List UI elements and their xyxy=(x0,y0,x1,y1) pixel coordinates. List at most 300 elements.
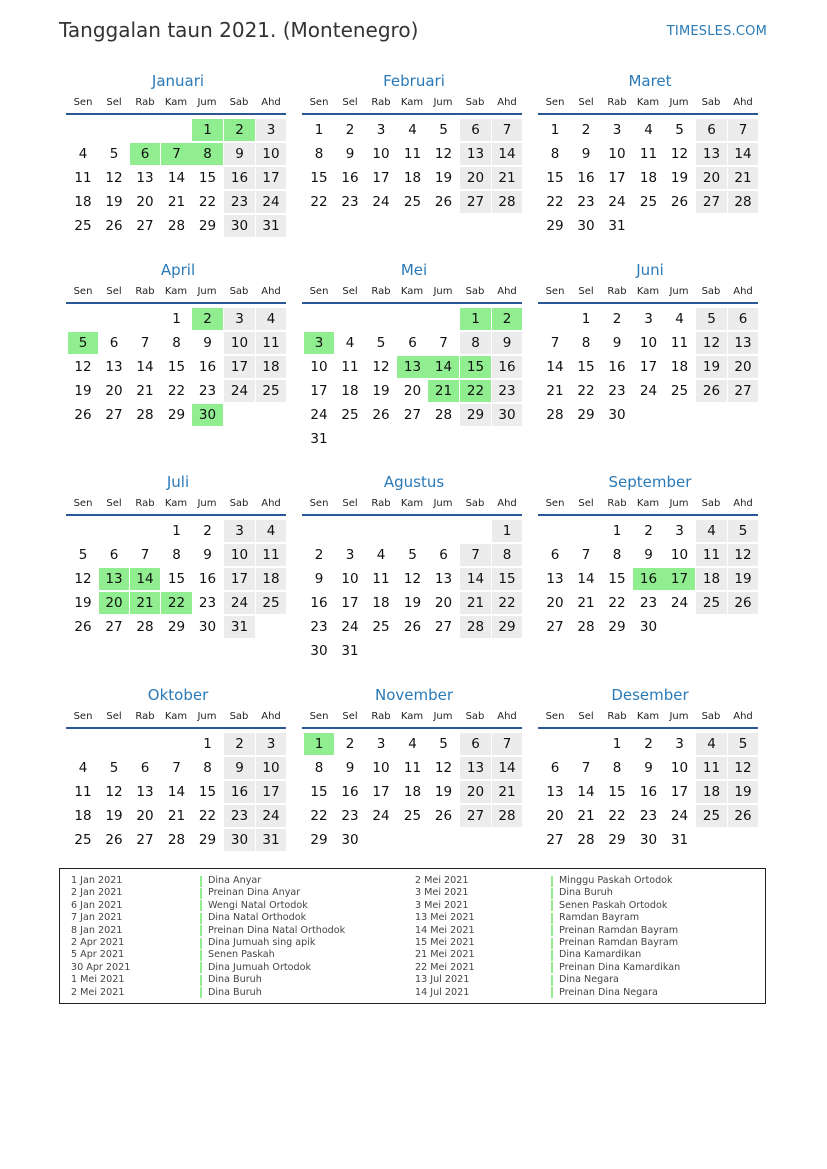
day-cell: 10 xyxy=(670,760,689,776)
weekday-header: Rab xyxy=(371,711,391,722)
day-cell: 30 xyxy=(639,832,658,848)
day-cell: 22 xyxy=(310,194,328,210)
legend-holiday-name: Dina Jumuah Ortodok xyxy=(208,961,312,973)
day-cell: 17 xyxy=(670,784,689,800)
day-cell: 14 xyxy=(460,568,491,590)
day-cell: 26 xyxy=(105,832,123,848)
day-cell: 14 xyxy=(577,784,595,800)
month-juni xyxy=(538,261,762,451)
day-cell: 16 xyxy=(608,359,626,375)
weekday-header: Sab xyxy=(229,286,249,297)
day-cell: 6 xyxy=(109,547,119,563)
day-cell: 15 xyxy=(577,359,595,375)
legend-holiday-name: Dina Anyar xyxy=(208,875,262,886)
day-cell: 23 xyxy=(639,595,658,611)
day-cell: 2 xyxy=(314,547,324,563)
day-cell: 31 xyxy=(310,431,328,447)
day-cell: 6 xyxy=(550,547,560,563)
month-name: Oktober xyxy=(147,686,209,704)
day-cell: 12 xyxy=(728,544,758,566)
weekday-header: Sen xyxy=(309,498,329,509)
day-cell: 2 xyxy=(644,736,653,752)
day-cell: 27 xyxy=(105,619,123,635)
day-cell: 8 xyxy=(203,760,212,776)
day-cell: 7 xyxy=(728,119,758,141)
day-cell: 11 xyxy=(74,784,92,800)
day-cell: 29 xyxy=(546,218,564,234)
day-cell: 4 xyxy=(696,733,727,755)
day-cell: 13 xyxy=(546,784,564,800)
day-cell: 20 xyxy=(696,167,727,189)
day-cell: 17 xyxy=(372,170,390,186)
day-cell: 13 xyxy=(460,757,491,779)
legend-date: 13 Jul 2021 xyxy=(415,974,470,986)
legend-marker xyxy=(200,950,202,961)
weekday-header: Rab xyxy=(135,498,155,509)
legend-marker xyxy=(551,987,553,998)
month-name: Desember xyxy=(611,686,689,704)
day-cell: 15 xyxy=(198,170,217,186)
day-cell: 11 xyxy=(74,170,92,186)
legend-holiday-name: Minggu Paskah Ortodok xyxy=(559,875,673,886)
day-cell: 11 xyxy=(696,757,727,779)
day-cell: 6 xyxy=(109,335,119,351)
day-cell: 25 xyxy=(341,407,359,423)
day-cell: 24 xyxy=(639,383,658,399)
header-rule xyxy=(538,302,758,304)
day-cell: 19 xyxy=(105,808,123,824)
day-cell: 24 xyxy=(670,595,689,611)
weekday-header: Sel xyxy=(342,711,358,722)
weekday-header: Jum xyxy=(669,711,689,722)
month-februari xyxy=(302,72,526,262)
day-cell: 28 xyxy=(492,191,522,213)
day-cell: 4 xyxy=(345,335,355,351)
legend-marker xyxy=(551,900,553,911)
legend-date: 21 Mei 2021 xyxy=(415,949,475,961)
legend-holiday-name: Wengi Natal Ortodok xyxy=(208,899,308,911)
day-cell: 22 xyxy=(167,383,186,399)
day-cell: 26 xyxy=(434,808,453,824)
day-cell: 29 xyxy=(608,619,626,635)
day-cell: 30 xyxy=(639,619,658,635)
day-cell: 16 xyxy=(639,784,658,800)
legend-holiday-name: Preinan Dina Natal Orthodok xyxy=(208,924,346,936)
weekday-header: Rab xyxy=(135,97,155,108)
legend-date: 14 Mei 2021 xyxy=(415,924,475,936)
legend-marker xyxy=(200,975,202,986)
day-cell: 26 xyxy=(403,619,422,635)
day-cell: 19 xyxy=(74,383,92,399)
legend-marker xyxy=(200,925,202,936)
day-cell: 3 xyxy=(376,736,386,752)
legend-date: 2 Mei 2021 xyxy=(71,986,125,998)
legend-holiday-name: Dina Buruh xyxy=(208,986,262,998)
day-cell: 13 xyxy=(136,784,154,800)
day-cell: 15 xyxy=(167,571,186,587)
legend-holiday-name: Preinan Ramdan Bayram xyxy=(559,937,679,948)
month-name: April xyxy=(160,261,196,279)
day-cell: 30 xyxy=(341,832,359,848)
day-cell: 29 xyxy=(608,832,626,848)
brand-link[interactable]: TIMESLES.COM xyxy=(666,24,767,39)
month-name: Juli xyxy=(166,473,190,491)
day-cell: 3 xyxy=(345,547,355,563)
day-cell: 30 xyxy=(224,215,255,237)
day-cell: 9 xyxy=(345,760,355,776)
weekday-header: Sel xyxy=(578,286,594,297)
day-cell: 9 xyxy=(492,332,522,354)
legend-marker xyxy=(200,888,202,899)
day-cell: 23 xyxy=(310,619,328,635)
day-cell: 16 xyxy=(198,359,217,375)
day-cell: 10 xyxy=(224,544,255,566)
day-cell: 24 xyxy=(670,808,689,824)
day-cell: 24 xyxy=(256,805,286,827)
legend-date: 3 Mei 2021 xyxy=(415,887,469,899)
month-januari xyxy=(66,72,290,262)
month-name: November xyxy=(374,686,454,704)
day-cell: 27 xyxy=(136,832,154,848)
day-cell: 12 xyxy=(105,784,123,800)
weekday-header: Sen xyxy=(309,286,329,297)
day-cell: 10 xyxy=(639,335,658,351)
legend-date: 30 Apr 2021 xyxy=(71,961,131,973)
day-cell: 4 xyxy=(644,122,653,138)
month-maret xyxy=(538,72,762,262)
day-cell: 26 xyxy=(728,805,758,827)
day-cell: 7 xyxy=(492,119,522,141)
day-cell: 14 xyxy=(728,143,758,165)
weekday-header: Ahd xyxy=(261,97,281,108)
day-cell: 3 xyxy=(256,119,286,141)
day-cell: 7 xyxy=(460,544,491,566)
month-name: Agustus xyxy=(383,473,445,491)
day-cell: 29 xyxy=(577,407,595,423)
day-cell: 23 xyxy=(492,380,522,402)
weekday-header: Rab xyxy=(135,286,155,297)
legend-holiday-name: Ramdan Bayram xyxy=(559,912,640,924)
day-cell: 26 xyxy=(696,380,727,402)
day-cell: 10 xyxy=(310,359,328,375)
holiday-day-cell: 3 xyxy=(304,332,334,354)
weekday-header: Jum xyxy=(197,97,217,108)
day-cell: 3 xyxy=(256,733,286,755)
day-cell: 5 xyxy=(728,520,758,542)
day-cell: 1 xyxy=(314,122,324,138)
header-rule xyxy=(66,302,286,304)
day-cell: 21 xyxy=(492,167,522,189)
weekday-header: Ahd xyxy=(497,498,517,509)
day-cell: 11 xyxy=(372,571,390,587)
weekday-header: Sel xyxy=(106,498,122,509)
weekday-header: Sen xyxy=(545,711,565,722)
day-cell: 27 xyxy=(434,619,453,635)
day-cell: 4 xyxy=(256,308,286,330)
holiday-day-cell: 7 xyxy=(161,143,192,165)
header-rule xyxy=(302,113,522,115)
legend-holiday-name: Dina Kamardikan xyxy=(559,949,642,961)
day-cell: 30 xyxy=(577,218,595,234)
weekday-header: Ahd xyxy=(497,711,517,722)
day-cell: 1 xyxy=(172,311,181,327)
day-cell: 15 xyxy=(608,571,626,587)
day-cell: 15 xyxy=(608,784,626,800)
day-cell: 12 xyxy=(728,757,758,779)
day-cell: 25 xyxy=(670,383,689,399)
day-cell: 3 xyxy=(376,122,386,138)
month-mei xyxy=(302,261,526,451)
day-cell: 28 xyxy=(167,218,186,234)
day-cell: 31 xyxy=(256,215,286,237)
day-cell: 17 xyxy=(224,568,255,590)
month-name: Januari xyxy=(151,72,205,90)
weekday-header: Jum xyxy=(197,711,217,722)
day-cell: 31 xyxy=(341,643,359,659)
weekday-header: Jum xyxy=(433,498,453,509)
legend-marker xyxy=(200,913,202,924)
day-cell: 5 xyxy=(376,335,386,351)
day-cell: 26 xyxy=(74,407,92,423)
day-cell: 14 xyxy=(546,359,564,375)
day-cell: 28 xyxy=(577,619,595,635)
holiday-day-cell: 14 xyxy=(130,568,160,590)
day-cell: 27 xyxy=(460,805,491,827)
legend-holiday-name: Dina Jumuah sing apik xyxy=(208,937,316,948)
day-cell: 26 xyxy=(670,194,689,210)
weekday-header: Ahd xyxy=(733,711,753,722)
day-cell: 21 xyxy=(577,808,595,824)
day-cell: 21 xyxy=(728,167,758,189)
day-cell: 3 xyxy=(224,308,255,330)
day-cell: 9 xyxy=(644,760,653,776)
weekday-header: Sab xyxy=(465,711,485,722)
day-cell: 9 xyxy=(644,547,653,563)
weekday-header: Jum xyxy=(433,97,453,108)
day-cell: 4 xyxy=(408,122,417,138)
legend-holiday-name: Dina Natal Orthodok xyxy=(208,912,307,924)
legend-date: 2 Jan 2021 xyxy=(71,887,123,899)
day-cell: 23 xyxy=(224,805,255,827)
day-cell: 26 xyxy=(105,218,123,234)
weekday-header: Kam xyxy=(400,498,424,509)
day-cell: 12 xyxy=(105,170,123,186)
holiday-day-cell: 2 xyxy=(192,308,223,330)
legend-holiday-name: Preinan Dina Kamardikan xyxy=(559,961,681,973)
day-cell: 8 xyxy=(172,547,181,563)
day-cell: 9 xyxy=(203,335,212,351)
weekday-header: Sen xyxy=(73,97,93,108)
day-cell: 19 xyxy=(372,383,390,399)
day-cell: 7 xyxy=(439,335,448,351)
day-cell: 12 xyxy=(434,760,453,776)
day-cell: 6 xyxy=(550,760,560,776)
day-cell: 5 xyxy=(78,547,88,563)
day-cell: 29 xyxy=(460,404,491,426)
weekday-header: Sel xyxy=(342,498,358,509)
day-cell: 19 xyxy=(434,170,453,186)
day-cell: 3 xyxy=(224,520,255,542)
day-cell: 9 xyxy=(612,335,622,351)
holiday-day-cell: 14 xyxy=(428,356,459,378)
day-cell: 7 xyxy=(172,760,181,776)
day-cell: 15 xyxy=(167,359,186,375)
day-cell: 18 xyxy=(74,808,92,824)
weekday-header: Ahd xyxy=(497,286,517,297)
day-cell: 14 xyxy=(577,571,595,587)
day-cell: 22 xyxy=(310,808,328,824)
day-cell: 10 xyxy=(256,143,286,165)
day-cell: 18 xyxy=(403,784,422,800)
day-cell: 3 xyxy=(675,523,684,539)
day-cell: 20 xyxy=(136,194,154,210)
holiday-day-cell: 1 xyxy=(192,119,223,141)
legend-holiday-name: Senen Paskah Ortodok xyxy=(559,899,668,911)
month-desember xyxy=(538,686,762,876)
legend-date: 8 Jan 2021 xyxy=(71,924,123,936)
day-cell: 17 xyxy=(224,356,255,378)
day-cell: 17 xyxy=(639,359,658,375)
day-cell: 11 xyxy=(256,332,286,354)
day-cell: 31 xyxy=(670,832,689,848)
day-cell: 30 xyxy=(224,829,255,851)
day-cell: 25 xyxy=(74,218,92,234)
day-cell: 7 xyxy=(140,547,150,563)
weekday-header: Kam xyxy=(164,498,188,509)
weekday-header: Kam xyxy=(164,286,188,297)
day-cell: 5 xyxy=(109,146,119,162)
day-cell: 21 xyxy=(167,808,186,824)
day-cell: 7 xyxy=(140,335,150,351)
weekday-header: Jum xyxy=(669,498,689,509)
day-cell: 16 xyxy=(341,784,359,800)
header-rule xyxy=(66,514,286,516)
month-name: Maret xyxy=(628,72,672,90)
day-cell: 22 xyxy=(577,383,595,399)
weekday-header: Ahd xyxy=(261,711,281,722)
day-cell: 16 xyxy=(492,356,522,378)
weekday-header: Kam xyxy=(400,286,424,297)
day-cell: 2 xyxy=(345,736,355,752)
day-cell: 8 xyxy=(550,146,560,162)
day-cell: 14 xyxy=(492,143,522,165)
day-cell: 26 xyxy=(728,592,758,614)
day-cell: 6 xyxy=(140,760,150,776)
weekday-header: Rab xyxy=(135,711,155,722)
day-cell: 1 xyxy=(612,523,622,539)
month-name: Februari xyxy=(383,72,445,90)
weekday-header: Rab xyxy=(607,498,627,509)
day-cell: 21 xyxy=(167,194,186,210)
day-cell: 19 xyxy=(728,568,758,590)
day-cell: 24 xyxy=(224,380,255,402)
header-rule xyxy=(302,302,522,304)
day-cell: 19 xyxy=(403,595,422,611)
header-rule xyxy=(538,514,758,516)
day-cell: 16 xyxy=(198,571,217,587)
day-cell: 9 xyxy=(345,146,355,162)
day-cell: 13 xyxy=(434,571,453,587)
day-cell: 24 xyxy=(372,808,390,824)
day-cell: 26 xyxy=(372,407,390,423)
weekday-header: Rab xyxy=(607,97,627,108)
day-cell: 24 xyxy=(256,191,286,213)
holiday-day-cell: 2 xyxy=(224,119,255,141)
day-cell: 14 xyxy=(136,359,154,375)
weekday-header: Sel xyxy=(342,286,358,297)
weekday-header: Jum xyxy=(433,286,453,297)
month-april xyxy=(66,261,290,451)
day-cell: 7 xyxy=(492,733,522,755)
weekday-header: Sab xyxy=(229,711,249,722)
month-oktober xyxy=(66,686,290,876)
holiday-day-cell: 20 xyxy=(99,592,129,614)
weekday-header: Sen xyxy=(545,286,565,297)
weekday-header: Sel xyxy=(342,97,358,108)
day-cell: 8 xyxy=(314,760,324,776)
day-cell: 20 xyxy=(460,781,491,803)
day-cell: 8 xyxy=(460,332,491,354)
day-cell: 5 xyxy=(728,733,758,755)
day-cell: 31 xyxy=(224,616,255,638)
legend-marker xyxy=(200,876,202,887)
day-cell: 30 xyxy=(310,643,328,659)
day-cell: 22 xyxy=(492,592,522,614)
weekday-header: Sab xyxy=(701,498,721,509)
day-cell: 10 xyxy=(372,760,390,776)
day-cell: 7 xyxy=(581,760,591,776)
day-cell: 21 xyxy=(577,595,595,611)
day-cell: 1 xyxy=(612,736,622,752)
day-cell: 2 xyxy=(644,523,653,539)
day-cell: 4 xyxy=(78,146,88,162)
weekday-header: Ahd xyxy=(261,498,281,509)
day-cell: 19 xyxy=(670,170,689,186)
day-cell: 25 xyxy=(256,592,286,614)
day-cell: 23 xyxy=(608,383,626,399)
day-cell: 23 xyxy=(341,194,359,210)
legend-marker xyxy=(551,925,553,936)
holiday-day-cell: 21 xyxy=(428,380,459,402)
day-cell: 5 xyxy=(696,308,727,330)
day-cell: 24 xyxy=(608,194,626,210)
legend-date: 3 Mei 2021 xyxy=(415,899,469,911)
day-cell: 20 xyxy=(403,383,422,399)
day-cell: 26 xyxy=(434,194,453,210)
day-cell: 23 xyxy=(198,383,217,399)
day-cell: 3 xyxy=(675,736,684,752)
day-cell: 28 xyxy=(136,619,154,635)
day-cell: 29 xyxy=(492,616,522,638)
day-cell: 11 xyxy=(403,760,422,776)
day-cell: 16 xyxy=(224,781,255,803)
legend-marker xyxy=(551,962,553,973)
day-cell: 9 xyxy=(581,146,591,162)
day-cell: 12 xyxy=(74,359,92,375)
header-rule xyxy=(302,727,522,729)
day-cell: 4 xyxy=(675,311,684,327)
day-cell: 15 xyxy=(546,170,564,186)
month-juli xyxy=(66,473,290,663)
holiday-day-cell: 13 xyxy=(99,568,129,590)
holiday-day-cell: 8 xyxy=(192,143,223,165)
day-cell: 29 xyxy=(167,407,186,423)
legend-holiday-name: Dina Buruh xyxy=(559,887,613,899)
day-cell: 10 xyxy=(341,571,359,587)
day-cell: 5 xyxy=(675,122,684,138)
day-cell: 21 xyxy=(136,383,154,399)
day-cell: 5 xyxy=(439,736,448,752)
